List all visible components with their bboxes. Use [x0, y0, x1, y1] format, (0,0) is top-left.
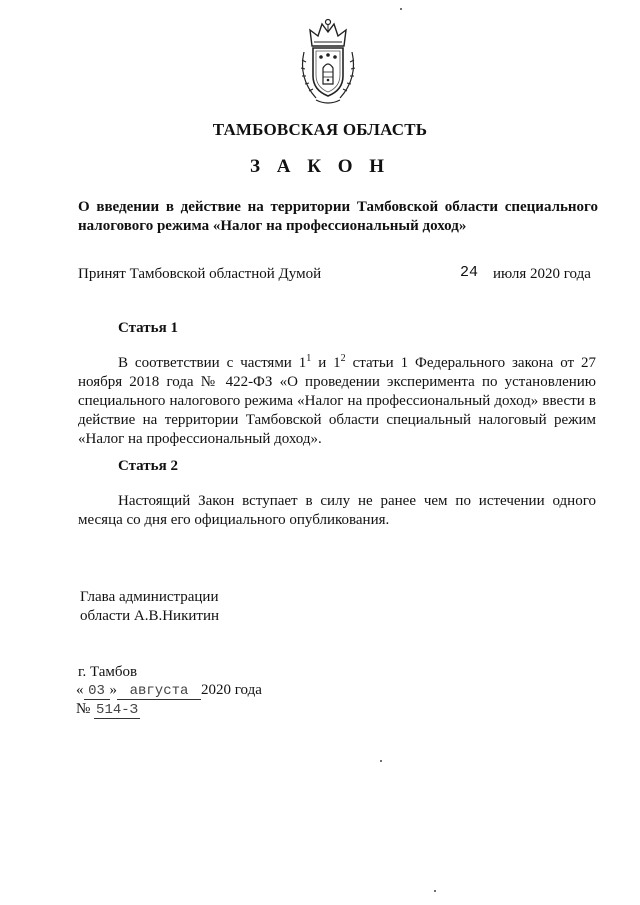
signing-year: 2020 года — [201, 682, 262, 698]
scan-speck — [380, 760, 382, 762]
article-1-heading: Статья 1 — [118, 320, 178, 336]
region-name: ТАМБОВСКАЯ ОБЛАСТЬ — [212, 120, 428, 139]
adoption-day: 24 — [460, 264, 479, 281]
scan-speck — [400, 8, 402, 10]
signing-day: 03 — [84, 683, 110, 700]
signature-name: области А.В.Никитин — [80, 608, 220, 624]
law-number-line: № 514-З — [76, 701, 139, 718]
adoption-text: Принят Тамбовской областной Думой — [78, 266, 322, 282]
law-title: О введении в действие на территории Тамбовской области специального налогового режима «Налог на профессиональный доход» — [78, 199, 598, 234]
signing-date: « 03 » августа 2020 года — [76, 682, 262, 699]
document-type: З А К О Н — [249, 156, 391, 177]
adoption-month-year: июля 2020 года — [493, 266, 591, 282]
coat-of-arms-icon — [296, 16, 360, 106]
signature-title: Глава администрации — [80, 589, 219, 605]
city: г. Тамбов — [78, 664, 138, 680]
law-number: 514-З — [96, 702, 139, 718]
signing-month: августа — [117, 683, 201, 700]
article-2-heading: Статья 2 — [118, 458, 178, 474]
article-2-text: Настоящий Закон вступает в силу не ранее чем по истечении одного месяца со дня его официального опубликования. — [78, 493, 596, 528]
signature-block — [80, 588, 219, 626]
scan-speck — [434, 890, 436, 892]
article-1-text: В соответствии с частями $1^1$ и $1^2$ статьи 1 Федерального закона от 27 ноября 2018 года № 422-ФЗ «О проведении эксперимента по установлению специального налогового режима «Налог на профессиональный доход» ввести в действие на территории Тамбовской области специальный налоговый режим «Налог на профессиональный доход». — [78, 353, 597, 447]
